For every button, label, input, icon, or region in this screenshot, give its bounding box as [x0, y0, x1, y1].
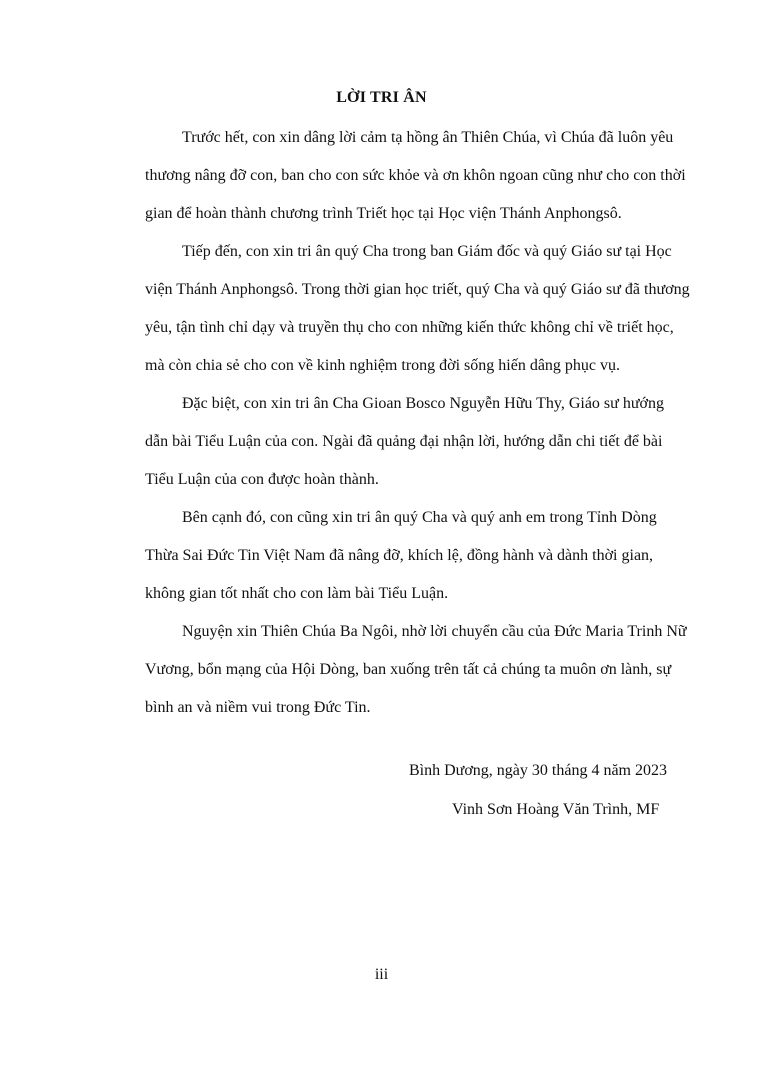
paragraph-line: Nguyện xin Thiên Chúa Ba Ngôi, nhờ lời chuyển cầu của Đức Maria Trinh Nữ [182, 623, 687, 640]
paragraph-thanks-advisor [145, 385, 685, 499]
paragraph-line: Vương, bổn mạng của Hội Dòng, ban xuống trên tất cả chúng ta muôn ơn lành, sự [145, 661, 672, 678]
paragraph-line: Bên cạnh đó, con cũng xin tri ân quý Cha và quý anh em trong Tỉnh Dòng [182, 509, 657, 526]
paragraph-line: thương nâng đỡ con, ban cho con sức khỏe và ơn khôn ngoan cũng như cho con thời [145, 167, 686, 184]
page-title: LỜI TRI ÂN [336, 89, 427, 106]
signature-place-date: Bình Dương, ngày 30 tháng 4 năm 2023 [409, 762, 667, 779]
paragraph-line: bình an và niềm vui trong Đức Tin. [145, 699, 371, 716]
paragraph-thanks-god [145, 119, 685, 233]
paragraph-line: Tiếp đến, con xin tri ân quý Cha trong ban Giám đốc và quý Giáo sư tại Học [182, 243, 672, 260]
paragraph-line: Đặc biệt, con xin tri ân Cha Gioan Bosco Nguyễn Hữu Thy, Giáo sư hướng [182, 395, 664, 412]
paragraph-thanks-province [145, 499, 685, 613]
paragraph-line: mà còn chia sẻ cho con về kinh nghiệm trong đời sống hiến dâng phục vụ. [145, 357, 621, 374]
paragraph-line: Tiểu Luận của con được hoàn thành. [145, 471, 379, 488]
paragraph-line: không gian tốt nhất cho con làm bài Tiểu Luận. [145, 585, 449, 602]
paragraph-line: viện Thánh Anphongsô. Trong thời gian học triết, quý Cha và quý Giáo sư đã thương [145, 281, 690, 298]
page-number: iii [374, 966, 389, 983]
paragraph-line: gian để hoàn thành chương trình Triết học tại Học viện Thánh Anphongsô. [145, 205, 622, 222]
paragraph-line: Thừa Sai Đức Tin Việt Nam đã nâng đỡ, khích lệ, đồng hành và dành thời gian, [145, 547, 654, 564]
paragraph-prayer [145, 613, 685, 727]
signature-name: Vinh Sơn Hoàng Văn Trình, MF [452, 801, 660, 818]
paragraph-line: Trước hết, con xin dâng lời cảm tạ hồng ân Thiên Chúa, vì Chúa đã luôn yêu [182, 129, 674, 146]
paragraph-line: yêu, tận tình chỉ dạy và truyền thụ cho con những kiến thức không chỉ về triết học, [145, 319, 674, 336]
paragraph-line: dẫn bài Tiểu Luận của con. Ngài đã quảng đại nhận lời, hướng dẫn chi tiết để bài [145, 433, 663, 450]
paragraph-thanks-faculty [145, 233, 690, 385]
